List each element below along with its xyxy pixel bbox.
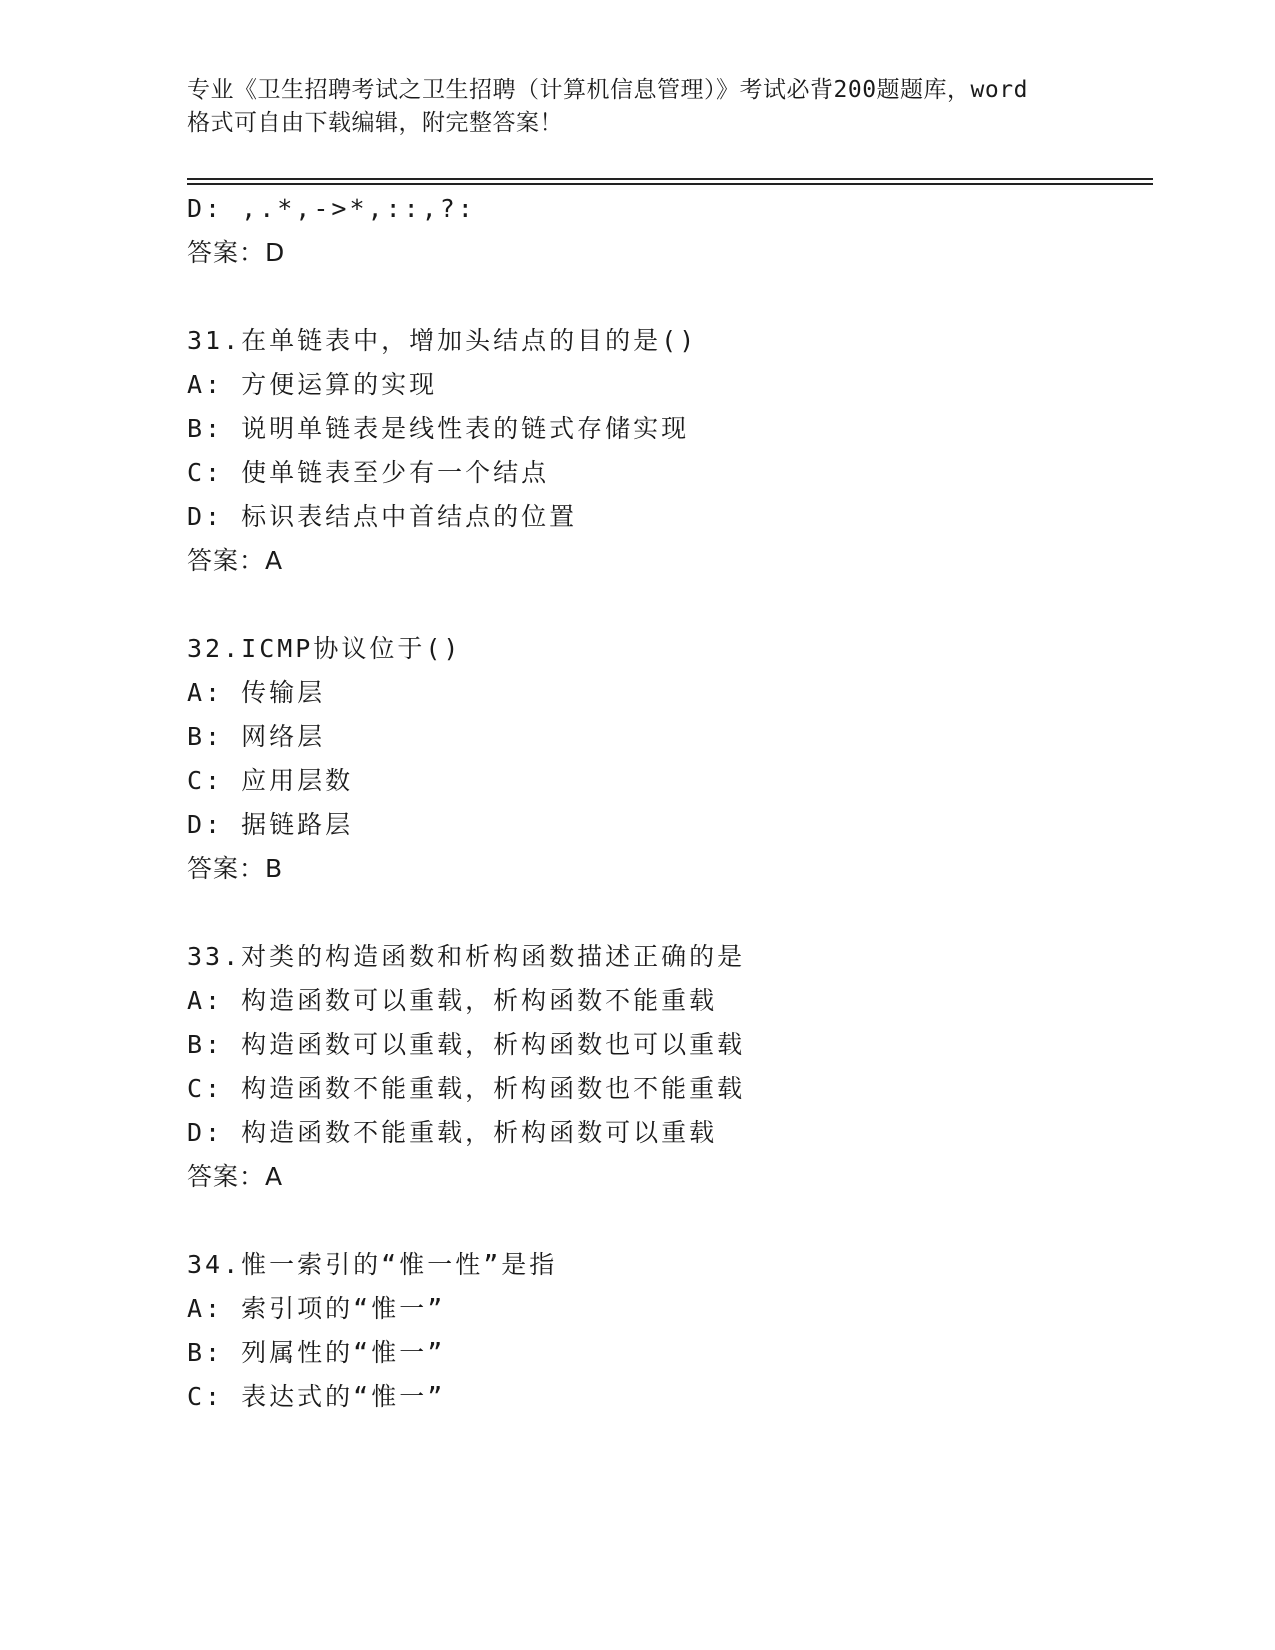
question-34-option-a: A: 索引项的“惟一” (187, 1294, 446, 1323)
question-31-option-c: C: 使单链表至少有一个结点 (187, 458, 550, 487)
question-33-option-c: C: 构造函数不能重载，析构函数也不能重载 (187, 1074, 746, 1103)
question-34-option-c: C: 表达式的“惟一” (187, 1382, 446, 1411)
question-33-option-b: B: 构造函数可以重载，析构函数也可以重载 (187, 1030, 746, 1059)
question-31-stem: 31.在单链表中，增加头结点的目的是() (187, 326, 698, 355)
question-33-option-d: D: 构造函数不能重载，析构函数可以重载 (187, 1118, 718, 1147)
header-divider-top (187, 178, 1153, 180)
question-31-option-a: A: 方便运算的实现 (187, 370, 438, 399)
question-33-answer: 答案：A (187, 1162, 284, 1191)
document-header (187, 74, 1097, 140)
question-32-option-a: A: 传输层 (187, 678, 326, 707)
question-31-option-b: B: 说明单链表是线性表的链式存储实现 (187, 414, 690, 443)
question-31-answer: 答案：A (187, 546, 284, 575)
question-32-option-b: B: 网络层 (187, 722, 326, 751)
question-33-option-a: A: 构造函数可以重载，析构函数不能重载 (187, 986, 718, 1015)
question-31-option-d: D: 标识表结点中首结点的位置 (187, 502, 578, 531)
prev-answer: 答案：D (187, 238, 286, 267)
header-title-line-1: 专业《卫生招聘考试之卫生招聘（计算机信息管理）》考试必背200题题库，word (187, 77, 1028, 103)
header-title-line-2: 格式可自由下载编辑，附完整答案！ (187, 110, 563, 136)
prev-option-d: D: ,.*,->*,::,?: (187, 194, 476, 223)
question-34-option-b: B: 列属性的“惟一” (187, 1338, 446, 1367)
question-32-stem: 32.ICMP协议位于() (187, 634, 462, 663)
question-32-answer: 答案：B (187, 854, 284, 883)
header-divider-bottom (187, 183, 1153, 185)
question-32-option-c: C: 应用层数 (187, 766, 354, 795)
question-32-option-d: D: 据链路层 (187, 810, 354, 839)
question-33-stem: 33.对类的构造函数和析构函数描述正确的是 (187, 942, 746, 971)
question-34-stem: 34.惟一索引的“惟一性”是指 (187, 1250, 558, 1279)
